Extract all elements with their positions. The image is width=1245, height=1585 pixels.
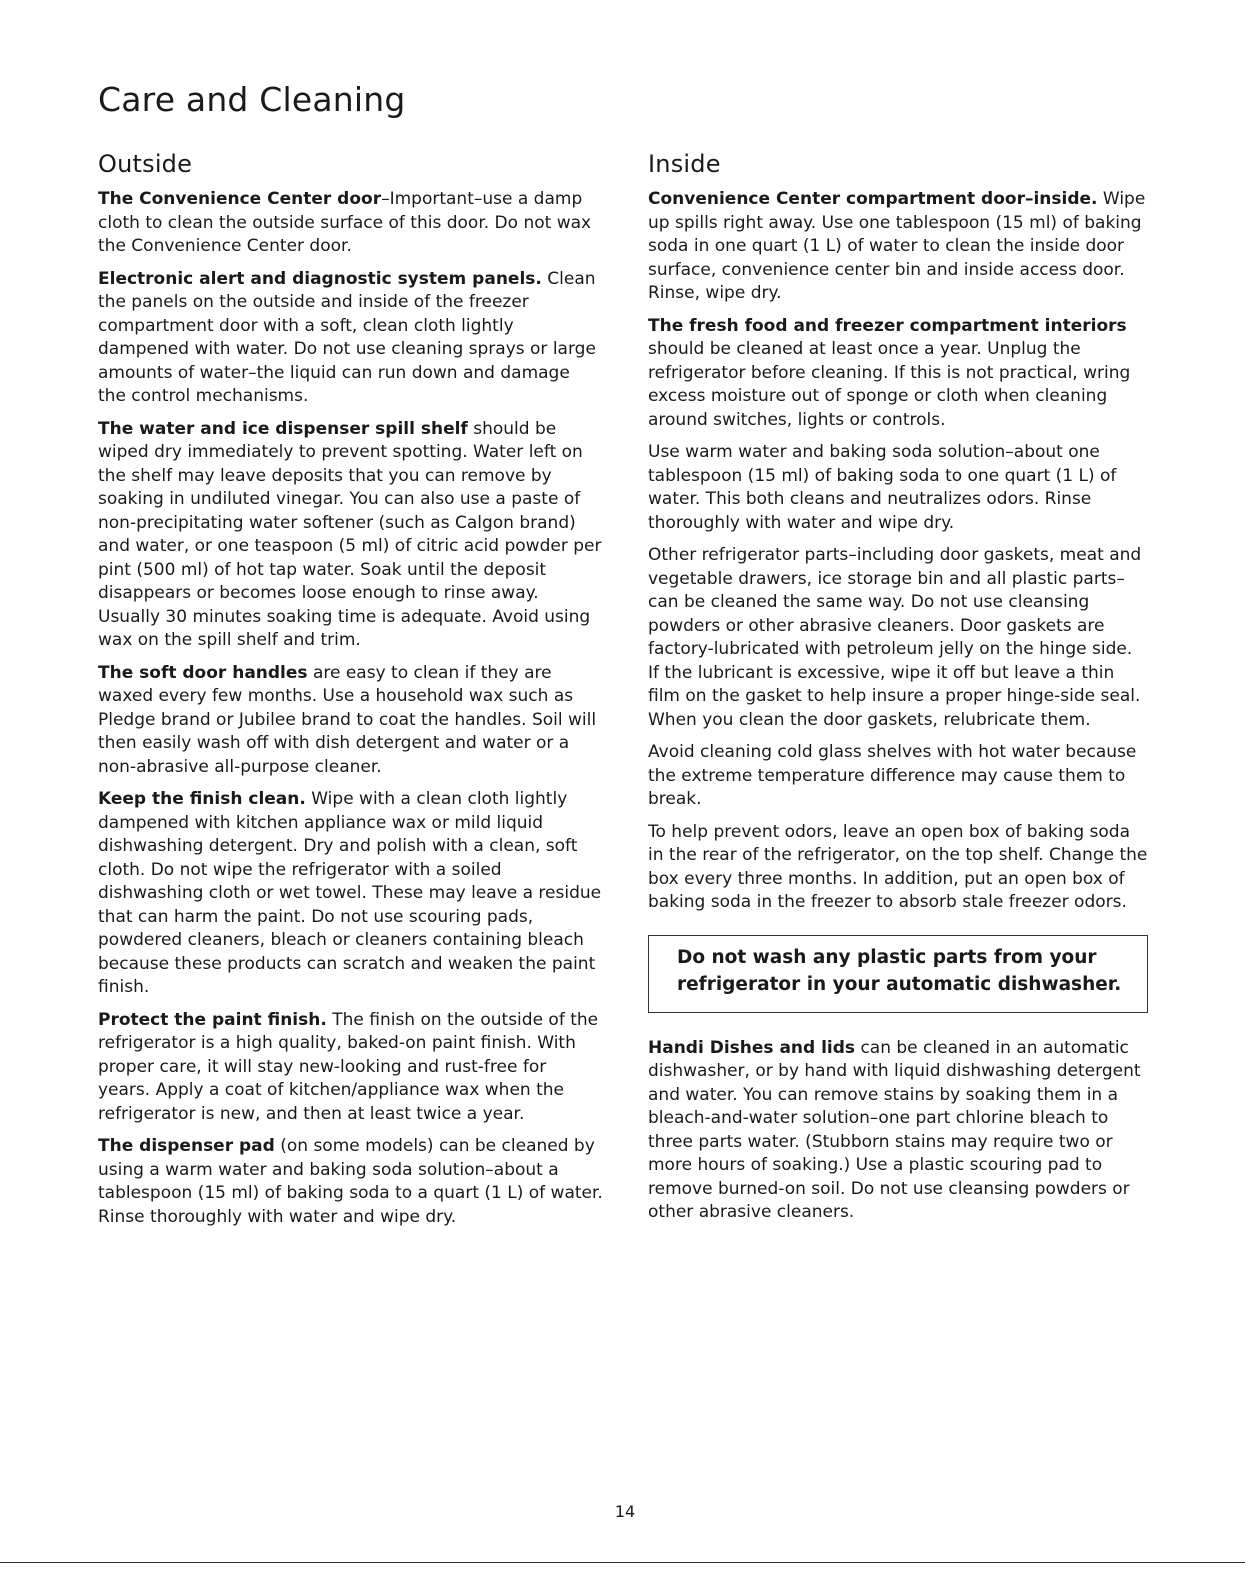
inside-paragraph xyxy=(648,741,1148,812)
paragraph-lead: The water and ice dispenser spill shelf xyxy=(98,418,468,439)
outside-paragraph xyxy=(98,662,603,780)
inside-paragraph xyxy=(648,188,1148,306)
paragraph-lead: The soft door handles xyxy=(98,662,308,683)
paragraph-text: Clean the panels on the outside and inside of the freezer compartment door with a soft, clean cloth lightly dampened with water. Do not use cleaning sprays or large amounts of water–the liquid can run down and damage the control mechanisms. xyxy=(98,268,596,406)
bottom-divider xyxy=(0,1562,1245,1563)
inside-paragraph xyxy=(648,821,1148,915)
paragraph-lead: Handi Dishes and lids xyxy=(648,1037,856,1058)
inside-paragraph xyxy=(648,315,1148,433)
paragraph-lead: The Convenience Center door xyxy=(98,189,382,209)
paragraph-text: should be cleaned at least once a year. Unplug the refrigerator before cleaning. If this is not practical, wring excess moisture out of sponge or cloth when cleaning around switches, lights or controls. xyxy=(648,339,1131,430)
paragraph-lead: Convenience Center compartment door–inside. xyxy=(648,189,1098,209)
paragraph-lead: The dispenser pad xyxy=(98,1136,275,1156)
paragraph-lead: The fresh food and freezer compartment interiors xyxy=(648,315,1127,336)
paragraph-text: can be cleaned in an automatic dishwasher, or by hand with liquid dishwashing detergent and water. You can remove stains by soaking them in a bleach-and-water solution–one part chlorine bleach to three parts water. (Stubborn stains may require two or more hours of soaking.) Use a plastic scouring pad to remove burned-on soil. Do not use cleansing powders or other abrasive cleaners. xyxy=(648,1037,1141,1222)
outside-section xyxy=(98,150,603,1238)
page-title: Care and Cleaning xyxy=(98,80,406,119)
inside-heading: Inside xyxy=(648,150,721,178)
paragraph-text: Use warm water and baking soda solution–about one tablespoon (15 ml) of baking soda to one quart (1 L) of water. This both cleans and neutralizes odors. Rinse thoroughly with water and wipe dry. xyxy=(648,442,1117,533)
paragraph-text: Avoid cleaning cold glass shelves with hot water because the extreme temperature difference may cause them to break. xyxy=(648,742,1137,809)
paragraph-lead: Keep the finish clean. xyxy=(98,789,306,809)
paragraph-text: Wipe with a clean cloth lightly dampened with kitchen appliance wax or mild liquid dishwashing detergent. Dry and polish with a clean, soft cloth. Do not wipe the refrigerator with a soiled dishwashing cloth or wet towel. These may leave a residue that can harm the paint. Do not use scouring pads, powdered cleaners, bleach or cleaners containing bleach because these products can scratch and weaken the paint finish. xyxy=(98,789,602,997)
outside-paragraph xyxy=(98,418,603,653)
paragraph-lead: Electronic alert and diagnostic system panels. xyxy=(98,268,542,289)
outside-paragraph xyxy=(98,188,603,259)
page-number: 14 xyxy=(614,1502,636,1521)
outside-paragraph xyxy=(98,268,603,409)
warning-notice-text: Do not wash any plastic parts from your refrigerator in your automatic dishwasher. xyxy=(677,946,1122,995)
paragraph-lead: Protect the paint finish. xyxy=(98,1009,327,1030)
paragraph-text: Wipe up spills right away. Use one tablespoon (15 ml) of baking soda in one quart (1 L) of water to clean the inside door surface, convenience center bin and inside access door. Rinse, wipe dry. xyxy=(648,189,1146,303)
paragraph-text: –Important–use a damp cloth to clean the outside surface of this door. Do not wax the Convenience Center door. xyxy=(98,189,592,256)
paragraph-text: Other refrigerator parts–including door gaskets, meat and vegetable drawers, ice storage bin and all plastic parts–can be cleaned the same way. Do not use cleansing powders or other abrasive cleaners. Door gaskets are factory-lubricated with petroleum jelly on the hinge side. If the lubricant is excessive, wipe it off but leave a thin film on the gasket to help insure a proper hinge-side seal. When you clean the door gaskets, relubricate them. xyxy=(648,545,1142,730)
paragraph-text: The finish on the outside of the refrigerator is a high quality, baked-on paint finish. With proper care, it will stay new-looking and rust-free for years. Apply a coat of kitchen/appliance wax when the refrigerator is new, and then at least twice a year. xyxy=(98,1009,599,1124)
outside-paragraph xyxy=(98,788,603,1000)
warning-notice-box xyxy=(648,935,1148,1013)
paragraph-text: are easy to clean if they are waxed every few months. Use a household wax such as Pledge brand or Jubilee brand to coat the handles. Soil will then easily wash off with dish detergent and water or a non-abrasive all-purpose cleaner. xyxy=(98,662,597,777)
inside-paragraph xyxy=(648,441,1148,535)
inside-paragraph xyxy=(648,544,1148,732)
outside-paragraph xyxy=(98,1135,603,1229)
outside-heading: Outside xyxy=(98,150,193,178)
inside-paragraph xyxy=(648,1037,1148,1225)
paragraph-text: should be wiped dry immediately to prevent spotting. Water left on the shelf may leave deposits that you can remove by soaking in undiluted vinegar. You can also use a paste of non-precipitating water softener (such as Calgon brand) and water, or one teaspoon (5 ml) of citric acid powder per pint (500 ml) of hot tap water. Soak until the deposit disappears or becomes loose enough to rinse away. Usually 30 minutes soaking time is adequate. Avoid using wax on the spill shelf and trim. xyxy=(98,418,602,650)
outside-paragraph xyxy=(98,1009,603,1127)
inside-section xyxy=(648,150,1148,1234)
paragraph-text: (on some models) can be cleaned by using a warm water and baking soda solution–about a tablespoon (15 ml) of baking soda to a quart (1 L) of water. Rinse thoroughly with water and wipe dry. xyxy=(98,1136,603,1227)
paragraph-text: To help prevent odors, leave an open box of baking soda in the rear of the refrigerator, on the top shelf. Change the box every three months. In addition, put an open box of baking soda in the freezer to absorb stale freezer odors. xyxy=(648,821,1148,912)
